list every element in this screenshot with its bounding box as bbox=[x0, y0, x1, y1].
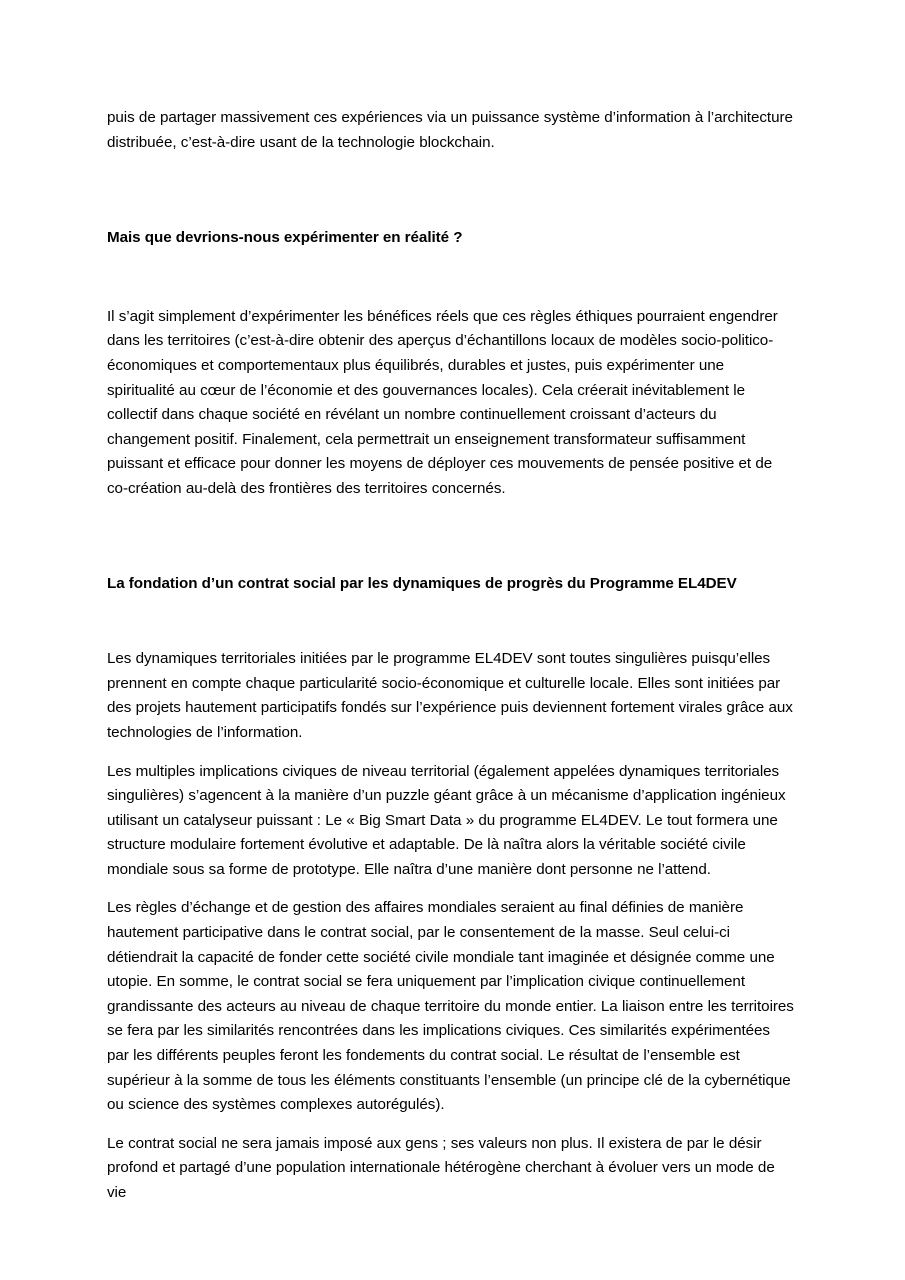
paragraph-implications-civiques: Les multiples implications civiques de niveau territorial (également appelées dynamiques territoriales singulières) s’agencent à la manière d’un puzzle géant grâce à un mécanisme d’application ingénieux utilisant un catalyseur puissant : Le « Big Smart Data » du programme EL4DEV. Le tout formera une structure modulaire fortement évolutive et adaptable. De là naîtra alors la véritable société civile mondiale sous sa forme de prototype. Elle naîtra d’une manière dont personne ne l’attend. bbox=[107, 762, 786, 878]
document-text-column bbox=[107, 106, 794, 1206]
spacer bbox=[107, 596, 794, 647]
paragraph-regles-echange: Les règles d’échange et de gestion des affaires mondiales seraient au final définies de manière hautement participative dans le contrat social, par le consentement de la masse. Seul celui-ci détiendrait la capacité de fonder cette société civile mondiale tant imaginée et désignée comme une utopie. En somme, le contrat social se fera uniquement par l’implication civique continuellement grandissante des acteurs au niveau de chaque territoire du monde entier. La liaison entre les territoires se fera par les similarités rencontrées dans les implications civiques. Ces similarités expérimentées par les différents peuples feront les fondements du contrat social. Le résultat de l’ensemble est supérieur à la somme de tous les éléments constituants l’ensemble (un principe clé de la cybernétique ou science des systèmes complexes autorégulés). bbox=[107, 899, 794, 1114]
spacer bbox=[107, 155, 794, 226]
paragraph-intro-blockchain: puis de partager massivement ces expériences via un puissance système d’information à l’architecture distribuée, c’est-à-dire usant de la technologie blockchain. bbox=[107, 109, 793, 151]
heading-mais-que-devrions-nous-experimenter: Mais que devrions-nous expérimenter en réalité ? bbox=[107, 229, 463, 247]
paragraph-contrat-social-jamais-impose: Le contrat social ne sera jamais imposé aux gens ; ses valeurs non plus. Il existera de par le désir profond et partagé d’une population internationale hétérogène cherchant à évoluer vers un mode de vie bbox=[107, 1134, 775, 1201]
spacer bbox=[107, 502, 794, 572]
paragraph-dynamiques-territoriales: Les dynamiques territoriales initiées par le programme EL4DEV sont toutes singulières puisqu’elles prennent en compte chaque particularité socio-économique et culturelle locale. Elles sont initiées par des projets hautement participatifs fondés sur l’expérience puis deviennent fortement virales grâce aux technologies de l’information. bbox=[107, 650, 793, 741]
paragraph-benefices-reels: Il s’agit simplement d’expérimenter les bénéfices réels que ces règles éthiques pourraient engendrer dans les territoires (c’est-à-dire obtenir des aperçus d’échantillons locaux de modèles socio-politico-économiques et comportementaux plus équilibrés, durables et justes, puis expérimenter une spiritualité au cœur de l’économie et des gouvernances locales). Cela créerait inévitablement le collectif dans chaque société en révélant un nombre continuellement croissant d’acteurs du changement positif. Finalement, cela permettrait un enseignement transformateur suffisamment puissant et efficace pour donner les moyens de déployer ces mouvements de pensée positive et de co-création au-delà des frontières des territoires concernés. bbox=[107, 307, 778, 497]
spacer bbox=[107, 251, 794, 305]
heading-fondation-contrat-social: La fondation d’un contrat social par les dynamiques de progrès du Programme EL4DEV bbox=[107, 574, 737, 592]
